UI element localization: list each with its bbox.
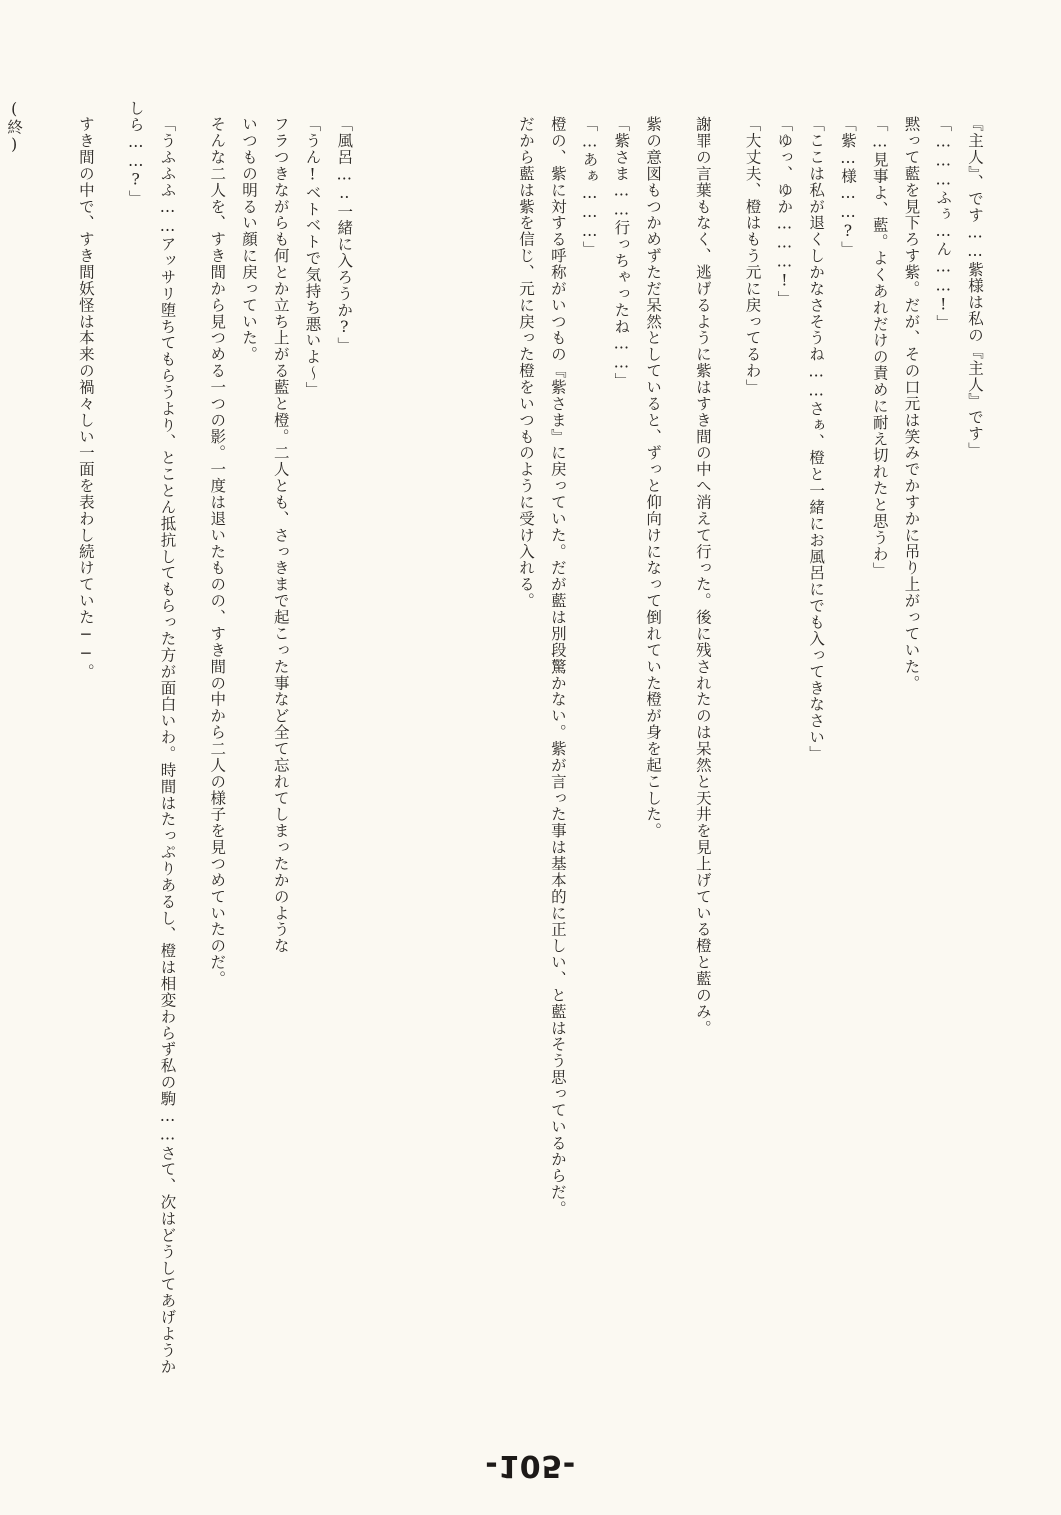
paragraph: 『主人』、です……紫様は私の『主人』です」 <box>966 115 984 458</box>
paragraph: 「紫…様……?」 <box>838 115 857 257</box>
paragraph: 「ここは私が退くしかなさそうね……さぁ、橙と一緒にお風呂にでも入ってきなさい」 <box>807 115 826 762</box>
paragraph: 「…あぁ………」 <box>580 115 599 257</box>
paragraph: 橙の、紫に対する呼称がいつもの『紫さま』に戻っていた。だが藍は別段驚かない。紫が言った事は基本的に正しい、と藍はそう思っているからだ。 <box>548 115 567 1217</box>
paragraph: 謝罪の言葉もなく、逃げるように紫はすき間の中へ消えて行った。後に残されたのは呆然と天井を見上げている橙と藍のみ。 <box>693 115 712 1036</box>
paragraph: 「紫さま……行っちゃったね……」 <box>612 115 631 389</box>
paragraph: いつもの明るい顔に戻っていた。 <box>239 115 258 362</box>
paragraph: そんな二人を、すき間から見つめる一つの影。一度は退いたものの、すき間の中から二人の様子を見つめていたのだ。 <box>208 115 227 987</box>
end-mark: (終) <box>5 100 24 155</box>
paragraph: 黙って藍を見下ろす紫。だが、その口元は笑みでかすかに吊り上がっていた。 <box>902 115 921 691</box>
paragraph: 「うん!ベトベトで気持ち悪いよ〜」 <box>303 115 322 398</box>
page-number: -105- <box>485 1448 576 1483</box>
paragraph: 紫の意図もつかめずただ呆然としていると、ずっと仰向けになって倒れていた橙が身を起こした。 <box>644 115 663 839</box>
paragraph: 「うふふふ……アッサリ堕ちてもらうより、とことん抵抗してもらった方が面白いわ。時間はたっぷりあるし、橙は相変わらず私の駒……さて、次はどうしてあげようかしら……?」 <box>126 100 177 1375</box>
vertical-text-body <box>5 100 990 1390</box>
paragraph: フラつきながらも何とか立ち上がる藍と橙。二人とも、さっきまで起こった事など全て忘れてしまったかのような <box>271 115 290 954</box>
paragraph: だから藍は紫を信じ、元に戻った橙をいつものように受け入れる。 <box>517 115 536 609</box>
paragraph: 「…見事よ、藍。よくあれだけの責めに耐え切れたと思うわ」 <box>870 115 889 579</box>
paragraph: 「風呂…‥一緒に入ろうか?」 <box>335 115 354 354</box>
paragraph: 「………ふぅ…ん……!」 <box>934 115 953 331</box>
paragraph: 「大丈夫、橙はもう元に戻ってるわ」 <box>743 115 762 395</box>
paragraph: すき間の中で、すき間妖怪は本来の禍々しい一面を表わし続けていた──。 <box>76 115 95 680</box>
paragraph: 「ゆっ、ゆか………!」 <box>775 115 794 307</box>
